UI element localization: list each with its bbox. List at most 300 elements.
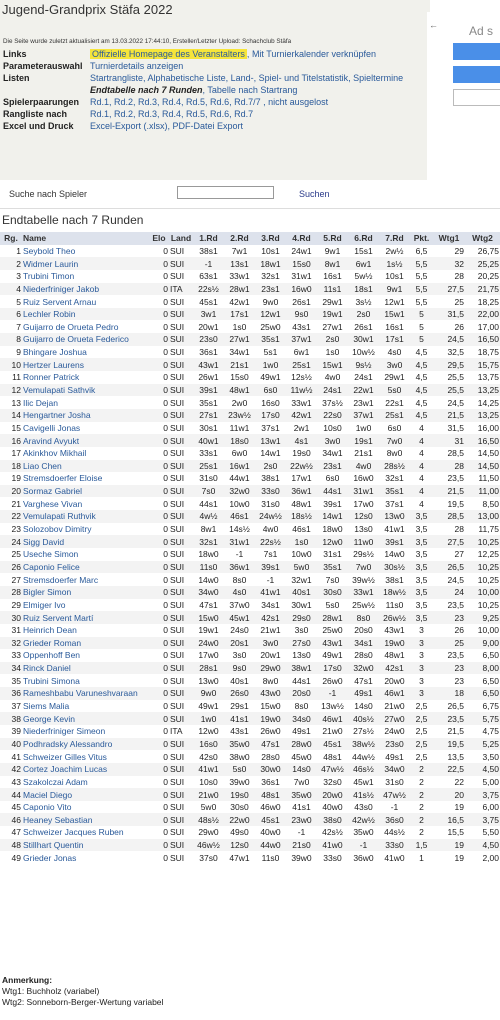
player-name-link[interactable]: Stremsdoerfer Eloise (23, 473, 103, 484)
table-cell: 9,00 (465, 637, 500, 650)
table-cell: 32s1 (385, 473, 404, 484)
table-row (0, 700, 500, 713)
table-cell: 46w1 (317, 712, 348, 725)
player-name-link[interactable]: Cavigelli Jonas (23, 422, 81, 433)
table-cell: -1 (266, 574, 275, 585)
player-name-link[interactable]: Niederfriniger Jakob (22, 283, 149, 296)
table-cell: 2,5 (415, 751, 428, 762)
notes (2, 975, 163, 1008)
table-cell: 4 (419, 473, 424, 484)
table-cell: 24 (433, 586, 465, 599)
pairings-label: Spielerpaarungen (3, 97, 80, 107)
table-cell: 40s½ (348, 712, 379, 725)
player-name-link[interactable]: Lechler Robin (22, 308, 149, 321)
table-cell: 21w0 (322, 726, 343, 737)
table-row (0, 586, 500, 599)
table-cell: 4,50 (465, 839, 500, 852)
table-cell: 39w0 (229, 776, 250, 787)
table-cell: 5,25 (465, 738, 500, 751)
table-cell: 29s0 (286, 611, 317, 624)
table-cell: 7w0 (348, 561, 379, 574)
table-cell: 47s1 (255, 738, 286, 751)
table-cell: 12w1 (255, 308, 286, 321)
table-cell: 1s½ (379, 257, 410, 270)
table-cell: 19w1 (198, 625, 219, 636)
table-cell: 11s0 (385, 599, 404, 610)
player-name-link[interactable]: Hengartner Josha (22, 409, 149, 422)
table-cell: SUI (170, 802, 185, 813)
player-name-link[interactable]: Akinkhov Mikhail (23, 448, 87, 459)
table-cell: 26,5 (447, 701, 464, 712)
table-row (0, 257, 500, 270)
table-cell: 4,50 (465, 763, 500, 776)
table-cell: 3 (16, 271, 21, 282)
ad-button-2[interactable] (453, 66, 500, 83)
table-cell: 13,25 (465, 384, 500, 397)
table-cell: 23w0 (286, 813, 317, 826)
table-cell: 0 (163, 271, 168, 282)
table-cell: 15,5 (447, 827, 464, 838)
table-cell: 9s0 (286, 308, 317, 321)
table-cell: SUI (170, 574, 185, 585)
table-cell: SUI (170, 650, 185, 661)
player-name-link[interactable]: Niederfriniger Simeon (23, 726, 106, 737)
player-name-link[interactable]: Sigg David (22, 535, 149, 548)
table-cell: 39w½ (352, 574, 375, 585)
table-cell: 29 (454, 245, 464, 256)
table-cell: 15w0 (260, 701, 281, 712)
column-header: 5.Rd (317, 232, 348, 245)
table-cell: 6,00 (482, 802, 499, 813)
table-cell: 2,5 (410, 738, 433, 751)
table-cell: 22w1 (348, 384, 379, 397)
table-cell: 23,5 (447, 473, 464, 484)
table-cell: SUI (169, 738, 193, 751)
table-cell: 36s1 (199, 347, 218, 358)
table-cell: 22w½ (286, 460, 317, 473)
player-name-link[interactable]: Podhradsky Alessandro (22, 738, 149, 751)
table-cell: 8w1 (317, 257, 348, 270)
table-cell: 19 (11, 473, 21, 484)
player-name-link[interactable]: Cortez Joachim Lucas (22, 763, 149, 776)
table-cell: 32,5 (447, 347, 464, 358)
player-name-link[interactable]: Stillhart Quentin (22, 839, 149, 852)
ad-input-box[interactable] (453, 89, 500, 106)
table-cell: 35w0 (286, 788, 317, 801)
player-name-link[interactable]: George Kevin (22, 712, 149, 725)
table-cell: 46s1 (224, 510, 255, 523)
start-rank-table-link[interactable]: Tabelle nach Startrang (207, 85, 298, 95)
table-row (0, 472, 500, 485)
tournament-header (0, 0, 430, 180)
official-homepage-link[interactable]: Offizielle Homepage des Veranstalters (92, 49, 245, 59)
table-row (0, 497, 500, 510)
table-cell: SUI (170, 498, 185, 509)
table-cell: 18s0 (224, 434, 255, 447)
table-cell: 47w1 (229, 852, 250, 863)
player-name-link[interactable]: Widmer Laurin (22, 257, 149, 270)
player-name-link[interactable]: Schweizer Jacques Ruben (23, 827, 124, 838)
table-cell: 37 (11, 701, 21, 712)
player-name-link[interactable]: Bhingare Joshua (23, 347, 87, 358)
table-cell: SUI (170, 296, 185, 307)
table-cell: 34 (0, 662, 22, 675)
table-cell: 3 (410, 637, 433, 650)
table-cell: 14s½ (229, 524, 250, 535)
table-cell: 0 (163, 524, 168, 535)
column-header: Land (170, 233, 192, 244)
table-cell: 0 (149, 788, 169, 801)
player-name-link[interactable]: Ruiz Servent Martí (22, 611, 149, 624)
table-cell: 24,5 (433, 333, 465, 346)
table-cell: SUI (169, 662, 193, 675)
table-cell: 16,50 (465, 434, 500, 447)
table-cell: 23,5 (447, 599, 464, 610)
player-name-link[interactable]: Sormaz Gabriel (22, 485, 149, 498)
table-cell: 16w0 (286, 283, 317, 296)
table-cell: 35s1 (379, 485, 410, 498)
table-cell: 10w0 (291, 549, 312, 560)
table-cell: 25s1 (286, 358, 317, 371)
table-cell: 19s0 (224, 788, 255, 801)
table-cell: 32s1 (261, 271, 280, 282)
table-cell: 30w0 (255, 763, 286, 776)
table-cell: 11,00 (465, 485, 500, 498)
table-row (0, 548, 500, 561)
player-name-link[interactable]: Caponio Vito (23, 802, 72, 813)
table-row (0, 371, 500, 384)
table-cell: SUI (170, 397, 185, 408)
calendar-link[interactable]: Mit Turnierkalender verknüpfen (251, 49, 376, 59)
player-name-link[interactable]: Rameshbabu Varuneshvaraan (22, 687, 149, 700)
table-cell: 1w0 (193, 712, 224, 725)
table-cell: 16s1 (323, 271, 342, 282)
player-name-link[interactable]: Elmiger Ivo (23, 599, 66, 610)
table-cell: 36s1 (261, 776, 280, 787)
ad-back-arrow-icon[interactable]: ← (429, 20, 438, 30)
table-cell: 21 (11, 498, 21, 509)
tournament-details-link[interactable]: Turnierdetails anzeigen (90, 61, 184, 71)
table-cell: 3s0 (232, 650, 247, 661)
table-cell: 37w1 (286, 333, 317, 346)
player-name-link[interactable]: Vemulapati Sathvik (22, 384, 149, 397)
player-name-link[interactable]: Schweizer Gilles Vitus (23, 751, 107, 762)
table-cell: 39s1 (323, 498, 342, 509)
table-cell: 32s1 (193, 535, 224, 548)
table-cell: 29s½ (353, 549, 374, 560)
table-cell: 23 (433, 611, 465, 624)
table-cell: 19 (454, 802, 464, 813)
table-cell: 10,00 (465, 586, 500, 599)
table-cell: 27w1 (322, 321, 343, 332)
pairings-links[interactable]: Rd.1, Rd.2, Rd.3, Rd.4, Rd.5, Rd.6, Rd.7/7 , nicht ausgelost (90, 97, 329, 107)
table-cell: ITA (170, 726, 183, 737)
table-cell: 32 (433, 257, 465, 270)
table-cell: 33w1 (229, 271, 250, 282)
player-name-link[interactable]: Grieder Jonas (23, 852, 77, 863)
player-name-link[interactable]: Stremsdoerfer Marc (23, 574, 99, 585)
table-cell: 5,50 (482, 827, 499, 838)
player-name-link[interactable]: Guijarro de Orueta Pedro (23, 321, 119, 332)
table-cell: 4 (410, 485, 433, 498)
table-cell: 10w0 (229, 498, 250, 509)
table-row (0, 712, 500, 725)
ranking-links[interactable]: Rd.1, Rd.2, Rd.3, Rd.4, Rd.5, Rd.6, Rd.7 (90, 109, 254, 119)
table-cell: 38w½ (348, 738, 379, 751)
table-cell: 32 (0, 637, 22, 650)
table-cell: 3,5 (410, 611, 433, 624)
table-cell: 32w1 (291, 574, 312, 585)
table-cell: 0 (163, 245, 168, 256)
table-cell: 4,5 (410, 358, 433, 371)
player-name-link[interactable]: Trubini Simona (23, 675, 80, 686)
table-cell: SUI (170, 625, 185, 636)
player-name-link[interactable]: Trubini Timon (23, 271, 75, 282)
table-cell: 4s0 (224, 586, 255, 599)
player-name-link[interactable]: Grieder Roman (22, 637, 149, 650)
table-cell: 13,5 (447, 751, 464, 762)
table-cell: 16,5 (433, 813, 465, 826)
table-cell: 38 (0, 712, 22, 725)
table-cell: SUI (169, 637, 193, 650)
table-cell: 28s1 (193, 662, 224, 675)
table-cell: 41w0 (317, 839, 348, 852)
lists-links[interactable]: Startrangliste, Alphabetische Liste, Land-, Spiel- und Titelstatistik, Spieltermine (90, 73, 404, 83)
table-cell: SUI (169, 763, 193, 776)
table-cell: 2,5 (415, 701, 428, 712)
table-cell: ITA (169, 283, 193, 296)
player-name-link[interactable]: Oppenhoff Ben (23, 650, 81, 661)
player-name-link[interactable]: Solozobov Dimitry (23, 524, 92, 535)
table-cell: 36 (0, 687, 22, 700)
table-cell: 32w0 (348, 662, 379, 675)
lists-label: Listen (3, 73, 30, 83)
table-cell: 48s½ (193, 813, 224, 826)
table-header (0, 232, 500, 245)
table-cell: SUI (169, 460, 193, 473)
player-search-input[interactable] (177, 186, 274, 199)
table-cell: 48s1 (323, 751, 342, 762)
table-cell: 3s0 (294, 625, 309, 636)
player-name-link[interactable]: Ruiz Servent Arnau (23, 296, 97, 307)
table-cell: 13 (11, 397, 21, 408)
table-row (0, 460, 500, 473)
table-row (0, 637, 500, 650)
table-cell: 23 (454, 675, 464, 686)
table-cell: 5,5 (410, 257, 433, 270)
player-name-link[interactable]: Bigler Simon (22, 586, 149, 599)
table-cell: 45w1 (224, 611, 255, 624)
player-name-link[interactable]: Szakolczai Adam (23, 776, 88, 787)
table-cell: 29w0 (255, 662, 286, 675)
table-cell: 38s1 (385, 574, 404, 585)
table-cell: 43w1 (317, 637, 348, 650)
table-row (0, 308, 500, 321)
search-button[interactable]: Suchen (299, 189, 330, 199)
player-name-link[interactable]: Caponio Felice (22, 561, 149, 574)
table-cell: 42 (0, 763, 22, 776)
player-name-link[interactable]: Guijarro de Orueta Federico (22, 333, 149, 346)
ranking-label: Rangliste nach (3, 109, 68, 119)
table-cell: 16w1 (224, 460, 255, 473)
table-cell: 41s1 (224, 712, 255, 725)
table-cell: 36w1 (286, 485, 317, 498)
table-cell: 0 (149, 409, 169, 422)
player-name-link[interactable]: Hertzer Laurens (22, 358, 149, 371)
table-cell: 6,75 (482, 701, 499, 712)
table-cell: 3,5 (415, 599, 428, 610)
table-cell: 24w1 (291, 245, 312, 256)
player-name-link[interactable]: Siems Malia (23, 701, 70, 712)
table-cell: 12 (0, 384, 22, 397)
table-cell: 0 (149, 763, 169, 776)
player-name-link[interactable]: Liao Chen (22, 460, 149, 473)
table-row (0, 674, 500, 687)
table-cell: 3,50 (482, 751, 499, 762)
table-cell: 8w1 (200, 524, 217, 535)
table-cell: 13,25 (465, 409, 500, 422)
table-cell: 17w1 (291, 473, 312, 484)
table-row (0, 851, 500, 864)
table-cell: 26s1 (354, 321, 373, 332)
table-cell: 8,50 (482, 498, 499, 509)
table-cell: 8w0 (386, 448, 403, 459)
table-cell: 27,5 (433, 535, 465, 548)
table-row (0, 738, 500, 751)
table-cell: 39s1 (379, 535, 410, 548)
table-cell: 20s1 (224, 637, 255, 650)
table-row (0, 320, 500, 333)
table-cell: SUI (169, 788, 193, 801)
table-cell: 13s0 (292, 650, 311, 661)
table-cell: 20w1 (198, 321, 219, 332)
table-cell: 20,25 (477, 271, 499, 282)
table-cell: 17,00 (477, 321, 499, 332)
table-cell: 0 (163, 372, 168, 383)
table-cell: 6w1 (293, 347, 310, 358)
table-cell: SUI (169, 257, 193, 270)
player-name-link[interactable]: Vemulapati Ruthvik (22, 510, 149, 523)
table-cell: 7w0 (379, 434, 410, 447)
table-cell: 29w0 (198, 827, 219, 838)
table-cell: 6s0 (255, 384, 286, 397)
table-cell: 22s1 (385, 397, 404, 408)
table-cell: 19w0 (379, 637, 410, 650)
table-cell: 23w½ (224, 409, 255, 422)
table-cell: 5 (16, 296, 21, 307)
table-cell: 29 (11, 599, 21, 610)
player-name-link[interactable]: Varghese Vivan (23, 498, 83, 509)
table-row (0, 510, 500, 523)
notes-wtg2: Wtg2: Sonneborn-Berger-Wertung variabel (2, 997, 164, 1007)
table-cell: 11s1 (317, 283, 348, 296)
table-cell: 33w1 (348, 586, 379, 599)
table-cell: 12s0 (348, 510, 379, 523)
table-cell: 3,5 (410, 561, 433, 574)
table-cell: 25w0 (322, 625, 343, 636)
player-name-link[interactable]: Useche Simon (23, 549, 79, 560)
table-cell: 0 (149, 460, 169, 473)
table-cell: 24s0 (230, 625, 249, 636)
table-cell: 38s0 (317, 813, 348, 826)
table-cell: SUI (170, 372, 185, 383)
table-cell: 44s1 (292, 675, 311, 686)
table-cell: 43w1 (193, 358, 224, 371)
player-name-link[interactable]: Ronner Patrick (23, 372, 80, 383)
player-name-link[interactable]: Seybold Theo (23, 245, 76, 256)
table-cell: 2 (419, 776, 424, 787)
column-header: 4.Rd (286, 232, 317, 245)
player-name-link[interactable]: Heaney Sebastian (22, 813, 149, 826)
table-cell: 34s0 (286, 712, 317, 725)
table-cell: 63s1 (199, 271, 218, 282)
table-cell: 46 (0, 813, 22, 826)
table-cell: 15,75 (465, 358, 500, 371)
table-cell: 3,75 (465, 788, 500, 801)
table-cell: SUI (170, 473, 185, 484)
table-cell: 0 (163, 448, 168, 459)
table-cell: 8w0 (262, 675, 279, 686)
table-cell: 19,5 (433, 738, 465, 751)
table-cell: 31s1 (323, 549, 342, 560)
table-cell: 12,25 (477, 549, 499, 560)
table-cell: 2w0 (231, 397, 248, 408)
table-cell: 22w0 (224, 813, 255, 826)
table-cell: 5 (410, 333, 433, 346)
table-cell: 41w0 (384, 852, 405, 863)
table-cell: 26s0 (224, 687, 255, 700)
table-cell: 49s0 (230, 827, 249, 838)
player-name-link[interactable]: Maciel Diego (22, 788, 149, 801)
table-cell: 42s½ (322, 827, 343, 838)
table-cell: SUI (169, 687, 193, 700)
player-name-link[interactable]: Heinrich Dean (23, 625, 77, 636)
table-cell: 21,75 (465, 283, 500, 296)
table-cell: 22 (0, 510, 22, 523)
player-name-link[interactable]: Rinck Daniel (22, 662, 149, 675)
table-cell: 25 (454, 296, 464, 307)
table-cell: SUI (170, 245, 185, 256)
table-cell: 26 (0, 561, 22, 574)
table-cell: 15s1 (354, 245, 373, 256)
table-cell: 21,5 (447, 726, 464, 737)
player-name-link[interactable]: Ilic Dejan (23, 397, 58, 408)
table-cell: 2,5 (415, 726, 428, 737)
table-cell: 0 (149, 333, 169, 346)
table-cell: 14w0 (384, 549, 405, 560)
table-cell: 49 (11, 852, 21, 863)
table-cell: 9w1 (324, 245, 341, 256)
player-name-link[interactable]: Aravind Avyukt (22, 434, 149, 447)
table-cell: 23 (11, 524, 21, 535)
table-cell: 2s0 (255, 460, 286, 473)
table-cell: 3,5 (415, 549, 428, 560)
table-cell: 0 (149, 283, 169, 296)
table-cell: 35s1 (199, 397, 218, 408)
table-cell: 0 (149, 308, 169, 321)
ad-button-1[interactable] (453, 43, 500, 60)
table-cell: 0 (163, 701, 168, 712)
export-links[interactable]: Excel-Export (.xlsx), PDF-Datei Export (90, 121, 244, 131)
table-row (0, 485, 500, 498)
table-cell: 31s0 (385, 776, 404, 787)
table-cell: 4,5 (410, 384, 433, 397)
table-cell: 11w0 (348, 535, 379, 548)
table-cell: 7s0 (325, 574, 340, 585)
table-cell: 9,25 (465, 611, 500, 624)
table-cell: 5,5 (415, 271, 428, 282)
table-cell: 11w½ (286, 384, 317, 397)
